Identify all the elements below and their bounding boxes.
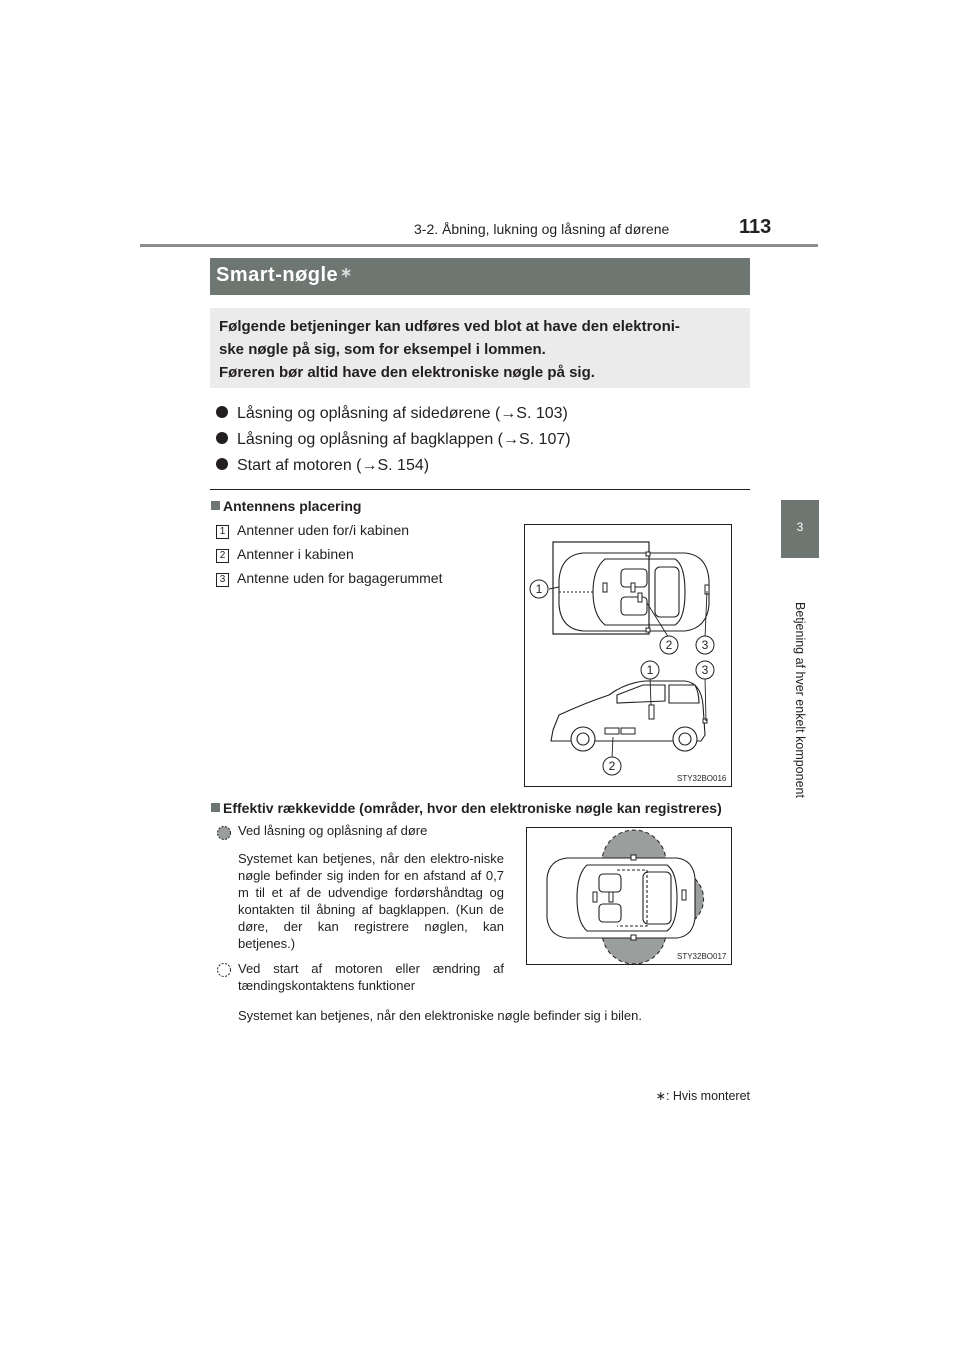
svg-text:1: 1 <box>535 582 543 596</box>
bullet-text: Start af motoren (→S. 154) <box>237 457 430 474</box>
figure-code: STY32BO017 <box>677 952 727 961</box>
bullet-icon <box>216 432 228 444</box>
chapter-label: Betjening af hver enkelt komponent <box>793 602 807 798</box>
antennas-heading <box>211 498 361 514</box>
svg-text:3: 3 <box>701 663 709 677</box>
antenna-item <box>216 522 409 539</box>
header-rule <box>140 244 818 247</box>
svg-text:2: 2 <box>665 638 673 652</box>
antenna-markers <box>603 552 709 632</box>
page-title-text: Smart-nøgle <box>216 264 339 286</box>
range-heading-text: Effektiv rækkevidde (områder, hvor den elektroniske nøgle kan registreres) <box>223 800 722 816</box>
dashed-circle-outline-icon <box>216 962 232 978</box>
footnote: ∗: Hvis monteret <box>655 1089 750 1103</box>
svg-text:2: 2 <box>608 759 616 773</box>
antenna-item <box>216 546 354 563</box>
legend2-label: Ved start af motoren eller ændring af tændingskontaktens funktioner <box>238 961 504 993</box>
range-diagram <box>527 828 731 964</box>
range-heading <box>211 800 722 816</box>
dashed-circle-filled-icon <box>216 825 232 841</box>
page-title <box>216 264 352 287</box>
title-marker: ∗ <box>340 264 353 280</box>
antenna-figure <box>524 524 732 787</box>
chapter-number: 3 <box>796 520 804 534</box>
intro-line-1: Følgende betjeninger kan udføres ved blot at have den elektroni- <box>219 318 680 335</box>
figure-code: STY32BO016 <box>677 774 727 783</box>
section-title: 3-2. Åbning, lukning og låsning af dørene <box>414 221 670 237</box>
page-number: 113 <box>739 216 772 238</box>
bullet-icon <box>216 458 228 470</box>
svg-text:1: 1 <box>646 663 654 677</box>
bullet-item <box>216 457 429 475</box>
section-square-icon <box>211 501 220 510</box>
number-box: 1 <box>216 525 229 539</box>
section-rule <box>210 489 750 490</box>
legend1-label: Ved låsning og oplåsning af døre <box>238 823 428 838</box>
bullet-item <box>216 431 571 449</box>
car-side-view <box>551 681 705 751</box>
number-box: 2 <box>216 549 229 563</box>
intro-line-2: ske nøgle på sig, som for eksempel i lommen. <box>219 341 546 358</box>
range-figure <box>526 827 732 965</box>
car-top-view-range <box>547 858 695 938</box>
bullet-text: Låsning og oplåsning af sidedørene (→S. 103) <box>237 405 568 422</box>
antenna-diagram <box>525 525 731 786</box>
section-square-icon <box>211 803 220 812</box>
legend1-description: Systemet kan betjenes, når den elektro-niske nøgle befinder sig inden for en afstand af 0,7 m til et af de udvendige fordørshåndtag og kontakten til åbning af bagklappen. (Kun de døre, der kan registrere nøglen, kan betjenes.) <box>238 851 504 951</box>
svg-text:3: 3 <box>701 638 709 652</box>
bullet-text: Låsning og oplåsning af bagklappen (→S. 107) <box>237 431 571 448</box>
number-box: 3 <box>216 573 229 587</box>
antenna-item-text: Antenner i kabinen <box>237 546 354 562</box>
bullet-icon <box>216 406 228 418</box>
antenna-item-text: Antenner uden for/i kabinen <box>237 522 410 538</box>
bullet-item <box>216 405 568 423</box>
antenna-item-text: Antenne uden for bagagerummet <box>237 570 443 586</box>
antenna-item <box>216 570 442 587</box>
antennas-heading-text: Antennens placering <box>223 498 362 514</box>
legend2-description: Systemet kan betjenes, når den elektroniske nøgle befinder sig i bilen. <box>238 1008 642 1023</box>
intro-line-3: Føreren bør altid have den elektroniske nøgle på sig. <box>219 364 595 381</box>
